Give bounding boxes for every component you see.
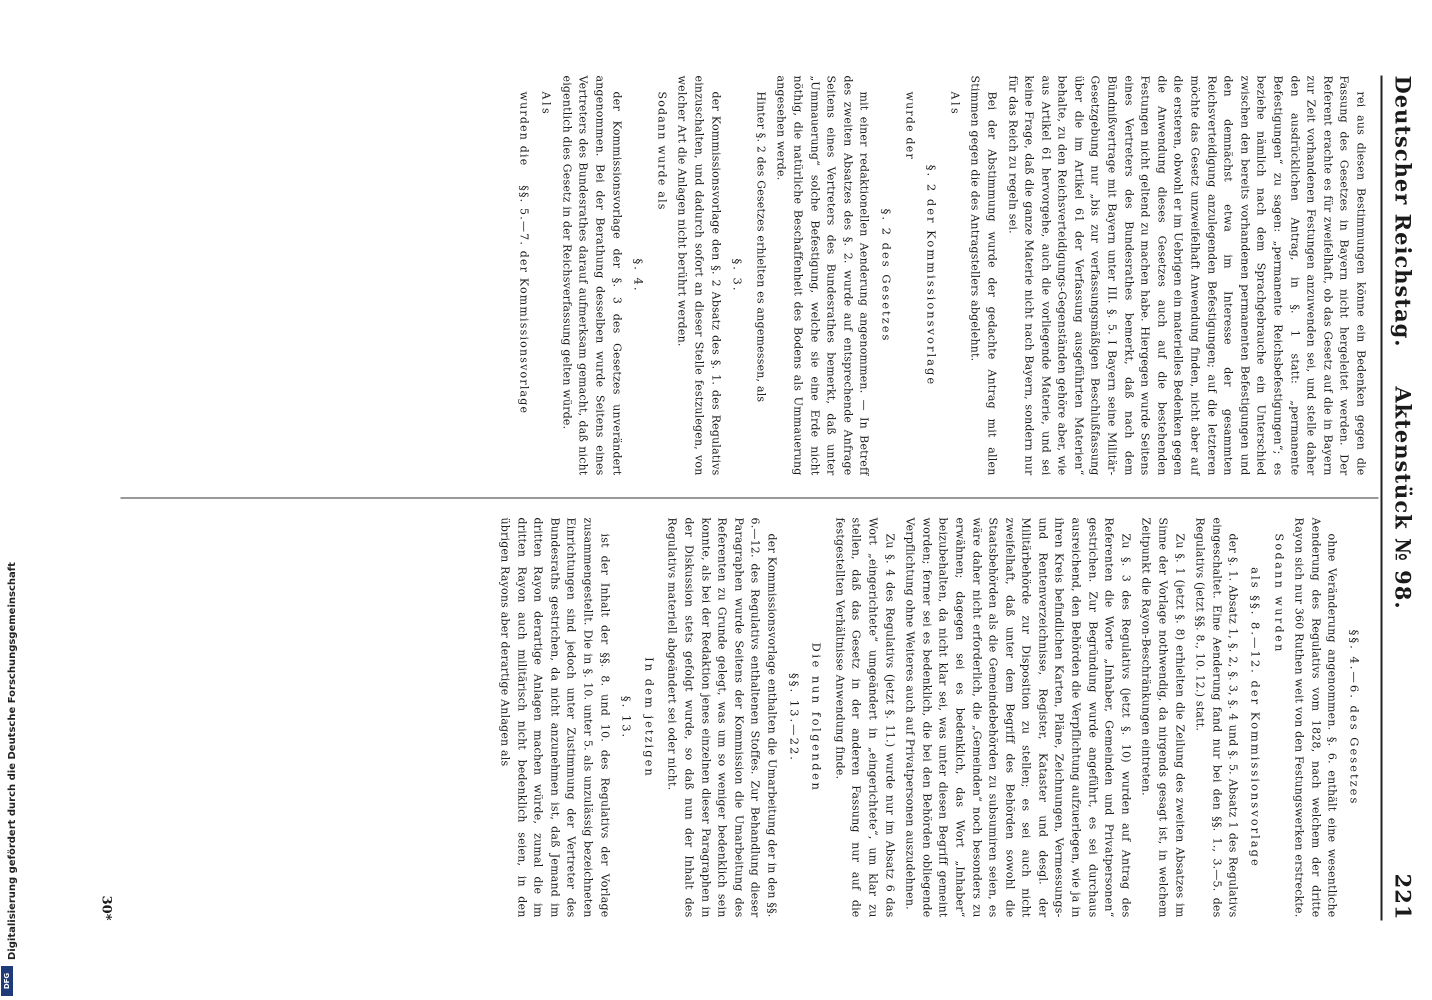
paragraph: der Kommissionsvorlage den §. 2 Absatz des §. 1. des Regulativs einzuschalten, und dadurch sofort an dieser Stelle festzulegen, von welcher Art die Anlagen nicht berührt werden. [675, 75, 723, 475]
paragraph-lead: Sodann wurden [1272, 533, 1286, 654]
paragraph: Zu §. 3 des Regulativs (jetzt §. 10) wurden auf Antrag des Referenten die Worte „Inhaber, Gemeinden und Privatpersonen“ gestrichen. Zur Begründung wurde angeführt, es sei durchaus ausreichend, den Behörden die Verpflichtung aufzuerlegen, wie ja in ihren Kreis befindlichen Karten, Pläne, Zeichnungen, Vermessungs- und Rentenverzeichnisse, Register, Kataster und desgl. der Militärbehörde zur Disposition zu stellen; es sei auch nicht zweifelhaft, daß unter dem Begriff des Behörden sowohl die Staatsbehörden als die Gemeindebehörden zu subsumiren seien, es wäre daher nicht erforderlich, die „Gemeinden“ noch besonders zu erwähnen; dagegen sei es bedenklich, das Wort „Inhaber“ beizubehalten, da nicht klar sei, was unter diesen Begriff gemeint worden; ferner sei es bedenklich, die bei den Behörden obliegende Verpflichtung ohne Weiteres auch auf Privatpersonen auszudehnen. [903, 517, 1133, 917]
paragraph: Zu §. 4 des Regulativs (jetzt §. 11.) wurde nur im Absatz 6 das Wort „eingerichtete“ umgeändert in „eingerichtete“, um klar zu stellen, daß das Gesetz in der anderen Fassung nur auf die festgestellten Verhältnisse Anwendung finde. [833, 517, 897, 917]
paragraph: der Kommissionsvorlage der §. 3 des Gesetzes unverändert angenommen. Bei der Berathung desselben wurde Seitens eines Vertreters des Bundesrathes darauf aufmerksam gemacht, daß nicht eigentlich dies Gesetz in der Reichsverfassung gelten würde. [560, 75, 624, 475]
section-heading: als §§. 8.—12. der Kommissionsvorlage [1248, 566, 1263, 868]
paragraph: der §. 1. Absatz 1, §. 2, §. 3, §. 4 und §. 5. Absatz 1 des Regulativs eingeschaltet. Eine Aenderung fand nur bei den §§. 1., 3.—5. des Regulativs (jetzt §§. 8., 10. 12.) statt. [1193, 517, 1240, 917]
paragraph: ohne Veränderung angenommen. §. 6. enthält eine wesentliche Aenderung des Regulativs vom 1828, nach welchem der dritte Rayon sich nur 360 Ruthen weit von den Festungswerken erstreckte. [1292, 517, 1339, 917]
right-column [492, 517, 1369, 917]
signature-mark: 30* [98, 895, 114, 920]
paragraph: Zu §. 1 (jetzt §. 8) erhielten die Zeilung des zweiten Absatzes im Sinne der Vorlage nothwendig, da nirgends gesagt ist, in welchem Zeitpunkt die Rayon-Beschränkungen eintreten. [1139, 517, 1187, 917]
header-document-number: Aktenstück № 98. [1391, 385, 1416, 610]
section-heading: Die nun folgenden [809, 642, 824, 792]
paragraph: rei aus diesen Bestimmungen könne ein Bedenken gegen die Fassung des Gesetzes in Bayern nicht hergeleitet werden. Der Referent erachte es für zweifelhaft, ob das Gesetz auf die in Bayern zur Zeit vorhandenen Festungen anzuwenden sei, und stelle daher den ausdrücklichen Antrag, in §. 1 statt: „permanente Befestigungen“ zu sagen: „permanente Reichsbefestigungen“; es beziehe nämlich nach dem Sprachgebrauche ein Unterschied zwischen den bereits vorhandenen permanenten Befestigungen und den demnächst etwa im Interesse der gesammten Reichsverteidigung anzulegenden Befestigungen; auf die letzteren möchte das Gesetz unzweifelhaft Anwendung finden, nicht aber auf die ersteren, obwohl er im Uebrigen ein materielles Bedenken gegen die Anwendung dieses Gesetzes auch auf die bestehenden Festungen nicht geltend zu machen habe. Hiergegen wurde Seitens eines Vertreters des Bundesrathes bemerkt, daß nach dem Bündnißvertrage mit Bayern unter III. §. 5. I Bayern seine Militär-Gesetzgebung nur „bis zur verfassungsmäßigen Beschlußfassung über die im Artikel 61 der Verfassung ausgeführten Materien“ behalte, zu den Reichsverteidigungs-Gegenständen gehöre aber, wie aus Artikel 61 hervorgehe, auch die vorliegende Materie, und sei keine Frage, daß die ganze Materie nicht nach Bayern, sondern nur für das Reich zu regeln sei. [1006, 75, 1368, 475]
section-heading: §. 4. [631, 257, 646, 293]
dfg-logo: DFG [1, 966, 13, 996]
digitization-credit-sidebar: DFG Digitalisierung gefördert durch die Deutsche Forschungsgemeinschaft [0, 0, 14, 1000]
rotated-page-content [91, 35, 1431, 960]
section-heading: §. 2 der Kommissionsvorlage [924, 164, 939, 386]
header-title: Deutscher Reichstag. [1391, 75, 1416, 348]
section-heading: §§. 13.—22. [787, 672, 802, 762]
paragraph-lead: Als [539, 91, 553, 116]
column-divider [121, 497, 1379, 498]
page-number: 221 [1391, 873, 1416, 921]
paragraph-lead: Sodann wurde als [655, 91, 669, 211]
paragraph-lead [515, 75, 532, 475]
paragraph-lead: Als [948, 91, 962, 116]
section-heading: §§. 5.—7. der Kommissionsvorlage [517, 184, 531, 414]
section-heading: In dem jetzigen [642, 656, 657, 778]
section-heading: §§. 4.—6. des Gesetzes [1347, 629, 1362, 805]
section-heading: §. 13. [619, 695, 634, 739]
paragraph: Bei der Abstimmung wurde der gedachte Antrag mit allen Stimmen gegen die des Antragstellers abgelehnt. [968, 75, 999, 475]
section-heading: §. 3. [730, 257, 745, 293]
paragraph: ist der Inhalt der §§. 8. und 10. des Regulativs der Vorlage zusammengestellt. Die in §. 10. unter 5. als unzulässig bezeichneten Einrichtungen sind jedoch unter Zustimmung der Vertreter des Bundesraths gestrichen, da nicht anzunehmen ist, daß Jemand im dritten Rayon derartige Anlagen machen würde, zumal die im dritten Rayon auch militärisch nicht bedenklich seien, in den übrigen Rayons aber derartige Anlagen als [498, 517, 612, 917]
scanned-page [90, 35, 1430, 960]
paragraph-lead: wurde der [903, 91, 917, 160]
section-heading: §. 2 des Gesetzes [879, 208, 894, 342]
paragraph: der Kommissionsvorlage enthalten die Umarbeitung der in den §§. 6.—12. des Regulativs enthaltenen Stoffes. Zur Behandlung dieser Paragraphen wurde Seitens der Kommission die Umarbeitung des Referenten zu Grunde gelegt, was um so weniger bedenklich sein konnte, als bei der Redaktion jenes einzelnen dieser Paragraphen in der Diskussion stets gefolgt wurde, so daß nun der Inhalt des Regulativs materiell abgeändert sei oder nicht. [665, 517, 779, 917]
lead-word: wurden die [517, 91, 531, 166]
paragraph: mit einer redaktionellen Aenderung angenommen. — In Betreff des zweiten Absatzes des §. 2. wurde auf entsprechende Anfrage Seitens eines Vertreters des Bundesrathes bemerkt, daß unter „Ummauerung“ solche Befestigung, welche sie eine Erde nicht nöthig, die natürliche Beschaffenheit des Bodens als Ummauerung angesehen werde. [774, 75, 871, 475]
header-rule [1381, 75, 1383, 920]
left-column [509, 75, 1369, 475]
page-header [1389, 75, 1419, 920]
paragraph: Hinter §. 2 des Gesetzes erhielten es angemessen, als [754, 91, 768, 402]
